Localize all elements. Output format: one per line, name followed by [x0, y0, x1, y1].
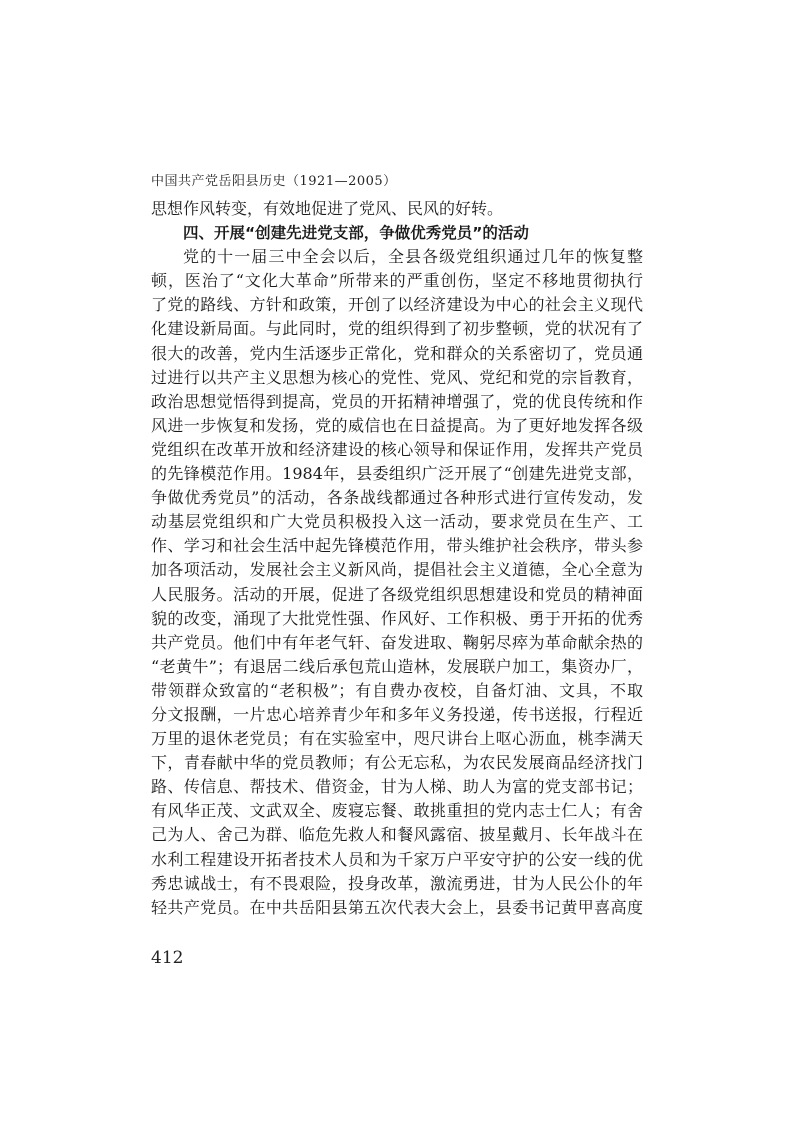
text-line: 轻共产党员。在中共岳阳县第五次代表大会上，县委书记黄甲喜高度 [151, 897, 643, 917]
body-text [151, 197, 643, 920]
text-line: 路、传信息、帮技术、借资金，甘为人梯、助人为富的党支部书记； [151, 777, 643, 797]
text-line: 党组织在改革开放和经济建设的核心领导和保证作用，发挥共产党员 [151, 439, 643, 459]
text-line: 过进行以共产主义思想为核心的党性、党风、党纪和党的宗旨教育， [151, 367, 643, 387]
text-line: 己为人、舍己为群、临危先救人和餐风露宿、披星戴月、长年战斗在 [151, 825, 643, 845]
text-line: 貌的改变，涌现了大批党性强、作风好、工作积极、勇于开拓的优秀 [151, 608, 643, 628]
text-line: 顿，医治了“文化大革命”所带来的严重创伤，坚定不移地贯彻执行 [151, 271, 643, 291]
text-line: 共产党员。他们中有年老气轩、奋发进取、鞠躬尽瘁为革命献余热的 [151, 632, 643, 652]
text-line: 有风华正茂、文武双全、废寝忘餐、敢挑重担的党内志士仁人；有舍 [151, 801, 643, 821]
text-line: 政治思想觉悟得到提高，党员的开拓精神增强了，党的优良传统和作 [151, 391, 643, 411]
text-line: 了党的路线、方针和政策，开创了以经济建设为中心的社会主义现代 [151, 295, 643, 315]
text-line: 万里的退休老党员；有在实验室中，咫尺讲台上呕心沥血，桃李满天 [151, 729, 643, 749]
text-line: 思想作风转变，有效地促进了党风、民风的好转。 [151, 199, 504, 218]
text-line: 争做优秀党员”的活动，各条战线都通过各种形式进行宣传发动，发 [151, 488, 643, 508]
text-line: 化建设新局面。与此同时，党的组织得到了初步整顿，党的状况有了 [151, 319, 643, 339]
section-heading: 四、开展“创建先进党支部，争做优秀党员”的活动 [183, 224, 529, 243]
text-line: 作、学习和社会生活中起先锋模范作用，带头维护社会秩序，带头参 [151, 536, 643, 556]
text-line: 很大的改善，党内生活逐步正常化，党和群众的关系密切了，党员通 [151, 343, 643, 363]
page-number: 412 [151, 948, 184, 968]
text-line: 动基层党组织和广大党员积极投入这一活动，要求党员在生产、工 [151, 512, 643, 532]
text-line: “老黄牛”；有退居二线后承包荒山造林，发展联户加工，集资办厂， [151, 656, 643, 676]
text-line: 人民服务。活动的开展，促进了各级党组织思想建设和党员的精神面 [151, 584, 643, 604]
text-line: 水利工程建设开拓者技术人员和为千家万户平安守护的公安一线的优 [151, 849, 643, 869]
text-line: 分文报酬，一片忠心培养青少年和多年义务投递，传书送报，行程近 [151, 704, 643, 724]
text-line: 下，青春献中华的党员教师；有公无忘私，为农民发展商品经济找门 [151, 753, 643, 773]
text-line: 加各项活动，发展社会主义新风尚，提倡社会主义道德，全心全意为 [151, 560, 643, 580]
text-line: 带领群众致富的“老积极”；有自费办夜校，自备灯油、文具，不取 [151, 680, 643, 700]
text-line: 党的十一届三中全会以后，全县各级党组织通过几年的恢复整 [183, 247, 643, 267]
text-line: 秀忠诚战士，有不畏艰险，投身改革，激流勇进，甘为人民公仆的年 [151, 873, 643, 893]
text-line: 风进一步恢复和发扬，党的威信也在日益提高。为了更好地发挥各级 [151, 415, 643, 435]
text-line: 的先锋模范作用。1984年，县委组织广泛开展了“创建先进党支部， [151, 464, 643, 484]
running-header: 中国共产党岳阳县历史（1921—2005） [151, 174, 397, 189]
